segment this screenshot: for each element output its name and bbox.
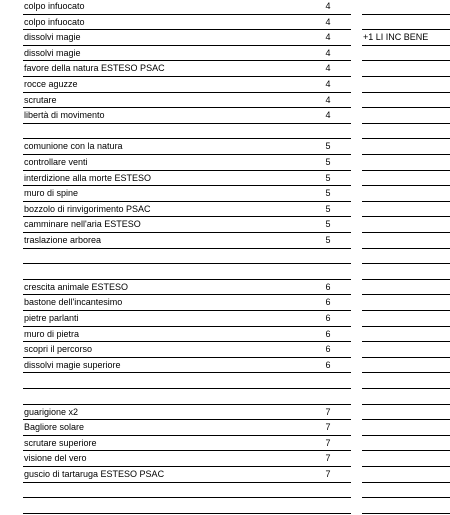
spell-name-cell: scrutare superiore [23,436,305,452]
spell-name-cell: rocce aguzze [23,77,305,93]
spell-name-cell: guarigione x2 [23,405,305,421]
spell-level-cell [305,124,351,140]
spell-level-cell: 4 [305,93,351,109]
spell-name-cell: interdizione alla morte ESTESO [23,171,305,187]
spell-row [0,202,450,218]
spell-note-cell [362,264,450,280]
spell-name-cell: visione del vero [23,451,305,467]
spell-level-cell: 7 [305,467,351,483]
spell-note-cell [362,171,450,187]
spell-note-cell [362,249,450,265]
spell-note-cell [362,217,450,233]
spell-row [0,436,450,452]
spell-name-cell: traslazione arborea [23,233,305,249]
spell-name-cell: bastone dell'incantesimo [23,295,305,311]
spell-row [0,498,450,514]
spell-name-cell [23,483,305,499]
spell-name-cell: favore della natura ESTESO PSAC [23,61,305,77]
spell-row [0,373,450,389]
spell-row [0,451,450,467]
spell-note-cell [362,93,450,109]
spell-level-cell: 4 [305,30,351,46]
spell-name-cell [23,249,305,265]
spell-row [0,233,450,249]
spell-row [0,280,450,296]
spell-note-cell: +1 LI INC BENE [362,30,450,46]
spell-level-cell [305,389,351,405]
spell-name-cell: dissolvi magie superiore [23,358,305,374]
spell-level-cell: 7 [305,420,351,436]
spell-note-cell [362,124,450,140]
spell-level-cell: 5 [305,139,351,155]
spell-name-cell: crescita animale ESTESO [23,280,305,296]
spell-row [0,295,450,311]
spell-name-cell [23,264,305,280]
spell-level-cell [305,264,351,280]
spell-level-cell: 5 [305,186,351,202]
spell-row [0,186,450,202]
spell-level-cell: 5 [305,217,351,233]
spell-row [0,467,450,483]
spell-row [0,124,450,140]
spell-level-cell: 4 [305,61,351,77]
spell-row [0,30,450,46]
spell-name-cell: muro di pietra [23,327,305,343]
spell-row [0,171,450,187]
spell-row [0,249,450,265]
spell-note-cell [362,202,450,218]
spell-name-cell: pietre parlanti [23,311,305,327]
spell-note-cell [362,358,450,374]
spell-name-cell: colpo infuocato [23,0,305,15]
spell-note-cell [362,15,450,31]
spell-name-cell: colpo infuocato [23,15,305,31]
spell-note-cell [362,311,450,327]
spell-level-cell: 5 [305,233,351,249]
spell-note-cell [362,77,450,93]
spell-row [0,15,450,31]
spell-note-cell [362,61,450,77]
spell-name-cell: Bagliore solare [23,420,305,436]
spell-note-cell [362,0,450,15]
spell-name-cell [23,373,305,389]
spell-note-cell [362,233,450,249]
spell-name-cell: bozzolo di rinvigorimento PSAC [23,202,305,218]
spell-note-cell [362,155,450,171]
spell-note-cell [362,405,450,421]
spell-row [0,358,450,374]
spell-note-cell [362,451,450,467]
spell-note-cell [362,483,450,499]
spell-name-cell [23,498,305,514]
spell-level-cell [305,498,351,514]
spell-name-cell: scopri il percorso [23,342,305,358]
spell-level-cell: 6 [305,342,351,358]
spell-name-cell: scrutare [23,93,305,109]
spell-row [0,93,450,109]
spell-row [0,155,450,171]
spell-row [0,264,450,280]
spell-row [0,61,450,77]
spell-note-cell [362,373,450,389]
spell-level-cell: 5 [305,171,351,187]
spell-name-cell: comunione con la natura [23,139,305,155]
spell-level-cell: 6 [305,295,351,311]
spell-note-cell [362,139,450,155]
spell-row [0,139,450,155]
spell-note-cell [362,186,450,202]
spell-name-cell: guscio di tartaruga ESTESO PSAC [23,467,305,483]
spell-level-cell: 7 [305,451,351,467]
spell-name-cell: dissolvi magie [23,46,305,62]
spell-level-cell: 6 [305,327,351,343]
spell-level-cell [305,249,351,265]
spell-note-cell [362,342,450,358]
spell-level-cell: 4 [305,0,351,15]
spell-level-cell: 4 [305,46,351,62]
spell-row [0,420,450,436]
spell-level-cell: 4 [305,15,351,31]
spell-level-cell: 6 [305,311,351,327]
spell-level-cell: 6 [305,280,351,296]
spell-row [0,389,450,405]
spell-level-cell: 4 [305,108,351,124]
spell-level-cell: 7 [305,405,351,421]
spell-row [0,483,450,499]
spell-note-cell [362,436,450,452]
spell-note-cell [362,327,450,343]
spell-name-cell: libertà di movimento [23,108,305,124]
spell-row [0,217,450,233]
spell-level-cell: 5 [305,202,351,218]
spell-name-cell [23,389,305,405]
spell-note-cell [362,498,450,514]
spell-note-cell [362,108,450,124]
spell-note-cell [362,389,450,405]
spell-name-cell: dissolvi magie [23,30,305,46]
spell-note-cell [362,420,450,436]
spell-level-cell [305,373,351,389]
spell-row [0,77,450,93]
spell-note-cell [362,467,450,483]
spell-row [0,405,450,421]
spell-name-cell: muro di spine [23,186,305,202]
spell-name-cell [23,124,305,140]
spell-row [0,46,450,62]
spell-note-cell [362,46,450,62]
spell-note-cell [362,280,450,296]
spell-row [0,342,450,358]
spell-row [0,327,450,343]
spell-note-cell [362,295,450,311]
spell-level-cell: 6 [305,358,351,374]
spell-level-cell: 5 [305,155,351,171]
spell-row [0,108,450,124]
spell-row [0,0,450,15]
spell-level-cell [305,483,351,499]
spell-row [0,311,450,327]
spell-level-cell: 4 [305,77,351,93]
spell-name-cell: controllare venti [23,155,305,171]
spell-name-cell: camminare nell'aria ESTESO [23,217,305,233]
spell-level-cell: 7 [305,436,351,452]
